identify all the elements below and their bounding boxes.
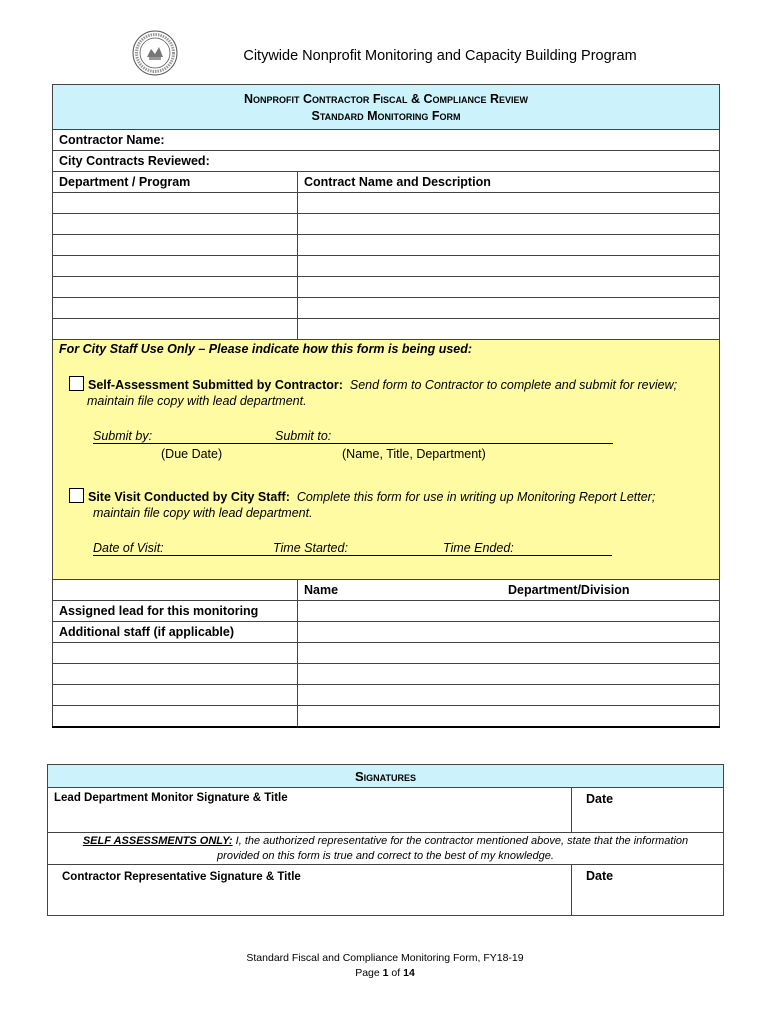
date-of-visit-field[interactable] [93, 541, 273, 556]
lead-monitor-date-field[interactable] [572, 788, 724, 833]
department-program-cell[interactable] [53, 319, 298, 340]
organization-title: Citywide Nonprofit Monitoring and Capacity Building Program [243, 48, 637, 64]
department-program-cell[interactable] [53, 256, 298, 277]
due-date-hint: (Due Date) [161, 447, 223, 461]
submit-by-field[interactable] [93, 429, 275, 444]
col-header-contract-name: Contract Name and Description [298, 172, 720, 193]
self-assessment-instructions: Send form to Contractor to complete and submit for review; [349, 378, 678, 392]
footer-page-number: 1 [382, 967, 389, 979]
contract-name-cell[interactable] [298, 256, 720, 277]
col-header-department-division: Department/Division [508, 583, 630, 597]
assignment-header [298, 580, 720, 601]
form-title [53, 85, 720, 130]
footer-page-prefix: Page [355, 967, 380, 979]
footer-page-indicator [0, 966, 770, 981]
site-visit-instructions-cont: maintain file copy with lead department. [93, 506, 313, 520]
additional-staff-cell[interactable] [298, 622, 720, 643]
staff-name-cell[interactable] [53, 664, 298, 685]
self-assessment-checkbox[interactable] [69, 376, 84, 391]
col-header-name: Name [304, 583, 339, 597]
col-header-department-program: Department / Program [53, 172, 298, 193]
site-visit-label: Site Visit Conducted by City Staff: [88, 490, 290, 504]
department-program-cell[interactable] [53, 298, 298, 319]
monitoring-form-table [52, 84, 720, 728]
contractor-name-label: Contractor Name: [59, 133, 165, 147]
page-footer [0, 951, 770, 981]
staff-dept-cell[interactable] [298, 664, 720, 685]
self-assessment-option [69, 376, 677, 392]
staff-name-cell[interactable] [53, 685, 298, 706]
contractor-rep-signature-field[interactable] [48, 865, 572, 916]
site-visit-option [69, 488, 655, 504]
contractor-rep-date-label: Date [586, 869, 614, 883]
site-visit-instructions: Complete this form for use in writing up Monitoring Report Letter; [296, 490, 656, 504]
footer-page-of: of [391, 967, 401, 979]
staff-use-heading: For City Staff Use Only – Please indicate how this form is being used: [59, 342, 473, 356]
lead-monitor-signature-label: Lead Department Monitor Signature & Title [54, 792, 288, 804]
staff-dept-cell[interactable] [298, 685, 720, 706]
form-title-line1: Nonprofit Contractor Fiscal & Compliance Review [244, 91, 528, 106]
attestation-statement [48, 833, 724, 865]
city-staff-use-block [53, 340, 720, 580]
submit-to-field[interactable] [275, 429, 613, 444]
submit-by-label: Submit by: [93, 429, 153, 443]
attestation-text-line1: I, the authorized representative for the contractor mentioned above, state that the information [235, 834, 689, 847]
site-visit-checkbox[interactable] [69, 488, 84, 503]
submit-to-label: Submit to: [275, 429, 332, 443]
signatures-table [47, 764, 724, 916]
contract-name-cell[interactable] [298, 235, 720, 256]
staff-name-cell[interactable] [53, 643, 298, 664]
self-assessments-only-label: SELF ASSESSMENTS ONLY: [82, 834, 233, 847]
assigned-lead-label: Assigned lead for this monitoring [53, 601, 298, 622]
self-assessment-instructions-cont: maintain file copy with lead department. [87, 394, 307, 408]
contracts-reviewed-field[interactable] [53, 151, 720, 172]
contract-name-cell[interactable] [298, 214, 720, 235]
contractor-rep-signature-label: Contractor Representative Signature & Title [62, 871, 301, 883]
assignment-header-blank [53, 580, 298, 601]
contracts-reviewed-label: City Contracts Reviewed: [59, 154, 210, 168]
staff-dept-cell[interactable] [298, 643, 720, 664]
footer-page-total: 14 [403, 967, 415, 979]
time-started-field[interactable] [273, 541, 443, 556]
contractor-name-field[interactable] [53, 130, 720, 151]
name-title-dept-hint: (Name, Title, Department) [342, 447, 486, 461]
form-title-line2: Standard Monitoring Form [311, 108, 461, 123]
contract-name-cell[interactable] [298, 298, 720, 319]
contract-name-cell[interactable] [298, 277, 720, 298]
department-program-cell[interactable] [53, 277, 298, 298]
department-program-cell[interactable] [53, 214, 298, 235]
contractor-rep-date-field[interactable] [572, 865, 724, 916]
assigned-lead-cell[interactable] [298, 601, 720, 622]
additional-staff-label: Additional staff (if applicable) [53, 622, 298, 643]
signatures-title: Signatures [48, 765, 724, 788]
date-of-visit-label: Date of Visit: [93, 541, 164, 555]
attestation-text-line2: provided on this form is true and correct to the best of my knowledge. [217, 849, 554, 862]
self-assessment-label: Self-Assessment Submitted by Contractor: [88, 378, 343, 392]
lead-monitor-date-label: Date [586, 792, 614, 806]
time-started-label: Time Started: [273, 541, 348, 555]
footer-form-name: Standard Fiscal and Compliance Monitoring Form, FY18-19 [246, 952, 524, 964]
department-program-cell[interactable] [53, 235, 298, 256]
contract-name-cell[interactable] [298, 319, 720, 340]
contract-name-cell[interactable] [298, 193, 720, 214]
time-ended-field[interactable] [443, 541, 612, 556]
lead-monitor-signature-field[interactable] [48, 788, 572, 833]
time-ended-label: Time Ended: [443, 541, 514, 555]
staff-dept-cell[interactable] [298, 706, 720, 727]
department-program-cell[interactable] [53, 193, 298, 214]
staff-name-cell[interactable] [53, 706, 298, 727]
